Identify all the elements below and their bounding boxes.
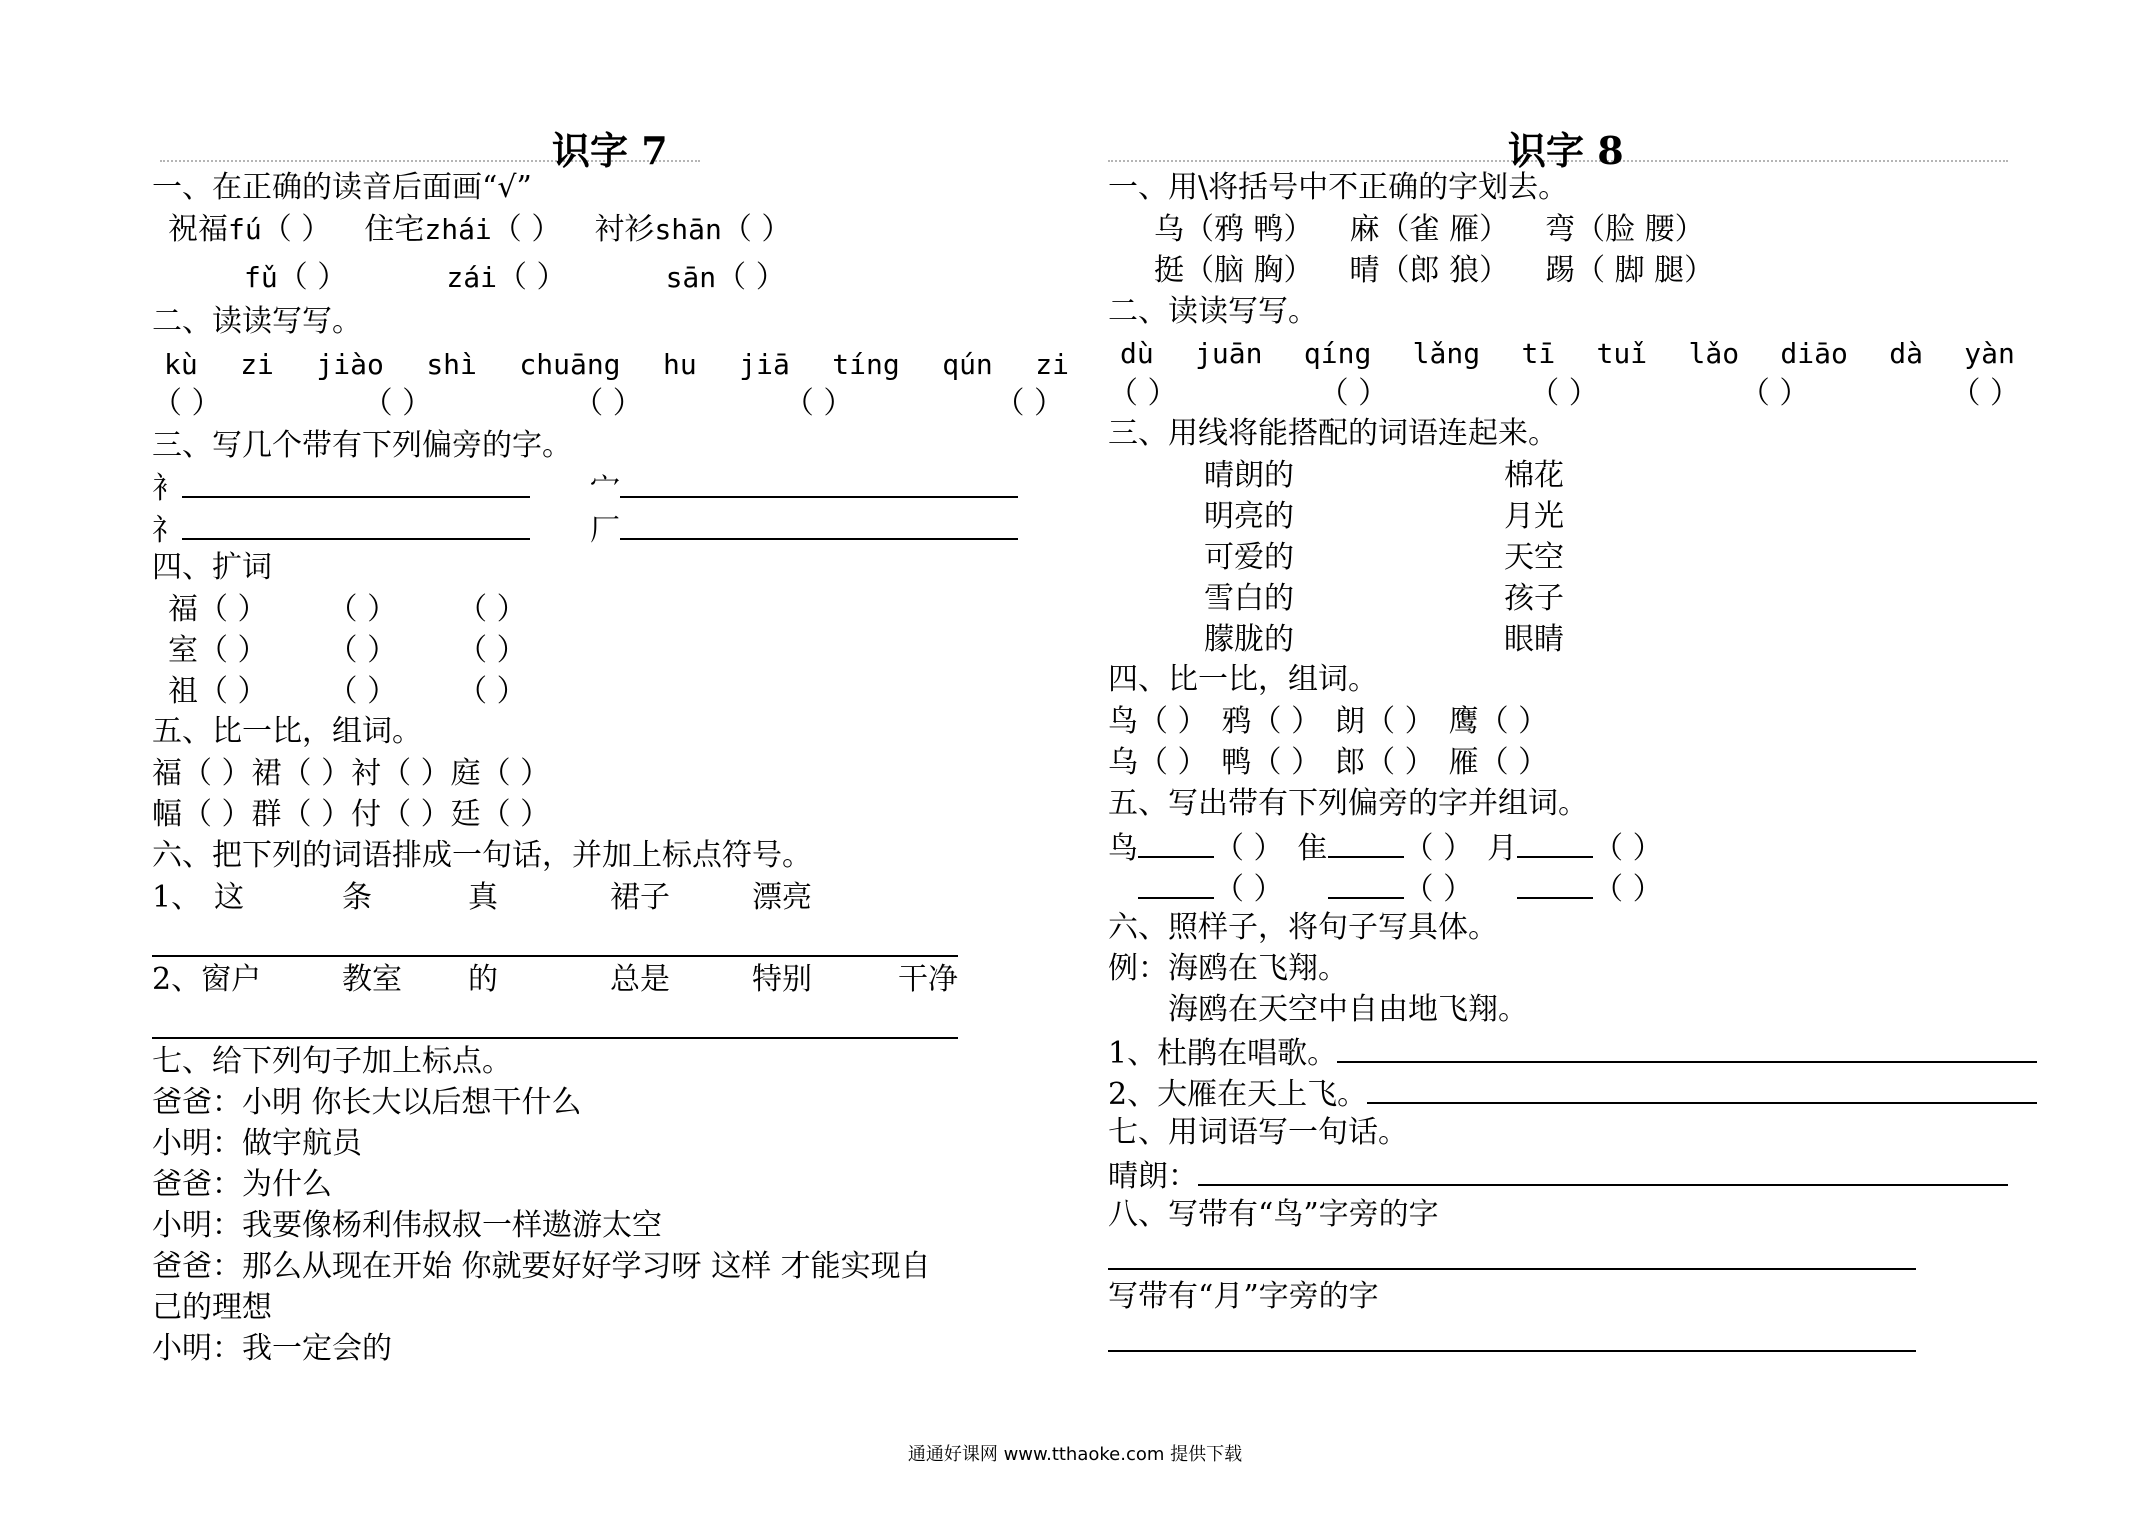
left-s6-q2: 2、窗户 教室 的 总是 特别 干净 [152, 962, 958, 997]
dialogue-line: 爸爸：那么从现在开始 你就要好好学习呀 这样 才能实现自 [152, 1249, 931, 1284]
left-s1-heading: 一、在正确的读音后面画“√” [152, 170, 532, 205]
left-s2-heading: 二、读读写写。 [152, 304, 362, 339]
right-s6-q1: 1、杜鹃在唱歌。 [1108, 1031, 2037, 1074]
right-s8-heading: 八、写带有“鸟”字旁的字 [1108, 1197, 1439, 1232]
left-s5-heading: 五、比一比，组词。 [152, 714, 422, 749]
match-left-word: 可爱的 [1204, 540, 1294, 575]
right-s1-row2: 挺（脑 胸） 晴（郎 狼） 踢（ 脚 腿） [1154, 253, 1715, 288]
dialogue-line: 爸爸：小明 你长大以后想干什么 [152, 1085, 582, 1120]
left-s6-heading: 六、把下列的词语排成一句话，并加上标点符号。 [152, 838, 812, 873]
right-s2-blanks: （ ） （ ） （ ） （ ） （ ） [1108, 376, 2020, 411]
example-sentence: 例：海鸥在飞翔。 [1108, 951, 1348, 986]
left-s6-q1: 1、 这 条 真 裙子 漂亮 [152, 880, 812, 915]
left-s3-row1: 衤 宀 [152, 466, 1018, 509]
answer-line [152, 955, 958, 957]
right-s8-heading2: 写带有“月”字旁的字 [1108, 1279, 1379, 1314]
left-s4-row2: 室（ ） （ ） （ ） [168, 633, 527, 668]
left-title: 识字 7 [552, 128, 668, 173]
right-s5-row2: （ ） （ ） （ ） [1138, 867, 1663, 910]
left-s3-heading: 三、写几个带有下列偏旁的字。 [152, 428, 572, 463]
dialogue-line: 己的理想 [152, 1290, 272, 1325]
right-s2-heading: 二、读读写写。 [1108, 294, 1318, 329]
example-answer: 海鸥在天空中自由地飞翔。 [1168, 992, 1528, 1027]
match-left-word: 明亮的 [1204, 499, 1294, 534]
match-left-word: 朦胧的 [1204, 622, 1294, 657]
left-s1-row2: fǔ（ ） zái（ ） sān（ ） [244, 260, 786, 295]
dialogue-line: 爸爸：为什么 [152, 1167, 332, 1202]
match-left-word: 雪白的 [1204, 581, 1294, 616]
right-s7-heading: 七、用词语写一句话。 [1108, 1115, 1408, 1150]
match-right-word: 棉花 [1504, 458, 1564, 493]
answer-line [1108, 1350, 1916, 1352]
left-s4-row1: 福（ ） （ ） （ ） [168, 592, 527, 627]
left-s7-heading: 七、给下列句子加上标点。 [152, 1044, 512, 1079]
match-right-word: 眼睛 [1504, 622, 1564, 657]
match-right-word: 孩子 [1504, 581, 1564, 616]
left-s4-row3: 祖（ ） （ ） （ ） [168, 674, 527, 709]
match-right-word: 月光 [1504, 499, 1564, 534]
right-s1-row1: 乌（鸦 鸭） 麻（雀 雁） 弯（脸 腰） [1154, 212, 1705, 247]
left-s1-row1: 祝福fú（ ） 住宅zhái（ ） 衬衫shān（ ） [168, 212, 792, 247]
left-s5-row2: 幅（ ）群（ ）付（ ）廷（ ） [152, 797, 551, 832]
right-s7-line: 晴朗： [1108, 1154, 2008, 1197]
answer-line [152, 1037, 958, 1039]
right-s6-q2: 2、大雁在天上飞。 [1108, 1072, 2037, 1115]
right-s5-heading: 五、写出带有下列偏旁的字并组词。 [1108, 786, 1588, 821]
left-s2-pinyin: kù zi jiào shì chuāng hu jiā tíng qún zi [164, 348, 1069, 381]
answer-line [1108, 1268, 1916, 1270]
match-left-word: 晴朗的 [1204, 458, 1294, 493]
left-s2-blanks: （ ） （ ） （ ） （ ） （ ） [152, 386, 1064, 421]
left-s3-row2: 礻 厂 [152, 508, 1018, 551]
right-title: 识字 8 [1508, 128, 1624, 173]
right-s2-pinyin: dù juān qíng lǎng tī tuǐ lǎo diāo dà yàn [1120, 337, 2015, 370]
right-s5-row1: 鸟 （ ） 隹 （ ） 月 （ ） [1108, 826, 1663, 869]
left-s4-heading: 四、扩词 [152, 550, 272, 585]
left-s5-row1: 福（ ）裙（ ）衬（ ）庭（ ） [152, 756, 551, 791]
footer-credit: 通通好课网 www.tthaoke.com 提供下载 [907, 1444, 1243, 1465]
right-s4-row2: 乌（ ） 鸭（ ） 郎（ ） 雁（ ） [1108, 745, 1549, 780]
right-s6-heading: 六、照样子，将句子写具体。 [1108, 910, 1498, 945]
dialogue-line: 小明：我一定会的 [152, 1331, 392, 1366]
dialogue-line: 小明：我要像杨利伟叔叔一样遨游太空 [152, 1208, 662, 1243]
right-s1-heading: 一、用\将括号中不正确的字划去。 [1108, 170, 1569, 205]
dialogue-line: 小明：做宇航员 [152, 1126, 362, 1161]
right-s3-heading: 三、用线将能搭配的词语连起来。 [1108, 416, 1558, 451]
right-s4-heading: 四、比一比，组词。 [1108, 662, 1378, 697]
right-s4-row1: 鸟（ ） 鸦（ ） 朗（ ） 鹰（ ） [1108, 704, 1549, 739]
match-right-word: 天空 [1504, 540, 1564, 575]
